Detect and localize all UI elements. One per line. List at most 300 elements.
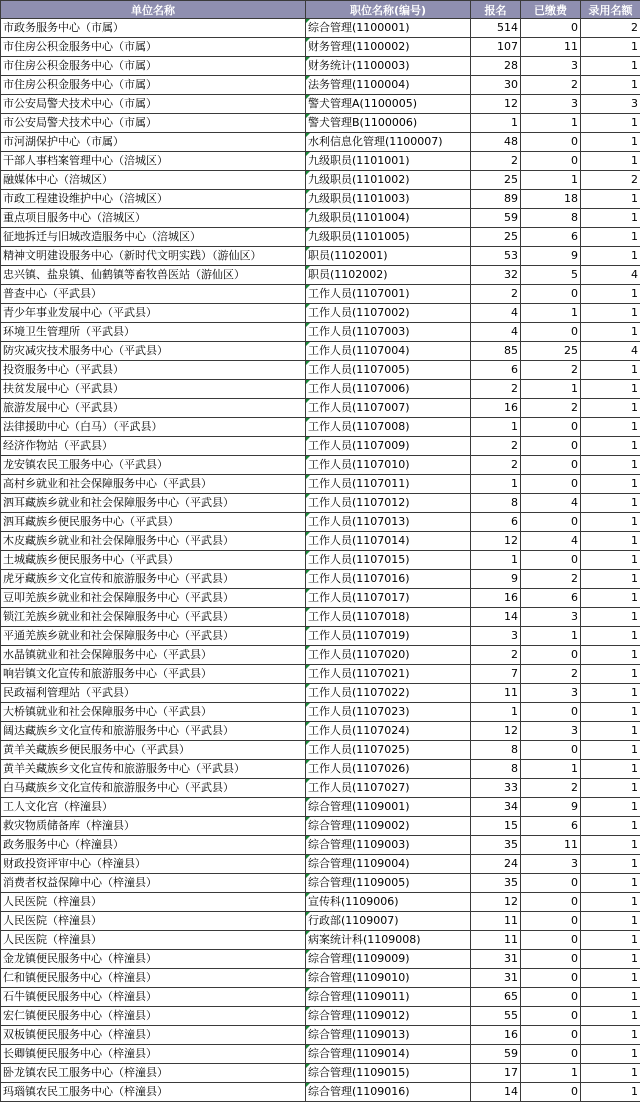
paid-cell[interactable]: 11 (521, 38, 581, 57)
paid-cell[interactable]: 2 (521, 570, 581, 589)
table-row[interactable] (1, 399, 640, 418)
unit-name-cell[interactable]: 高村乡就业和社会保障服务中心（平武县） (1, 475, 306, 494)
paid-cell[interactable]: 6 (521, 589, 581, 608)
paid-cell[interactable]: 0 (521, 152, 581, 171)
quota-cell[interactable]: 1 (581, 950, 640, 969)
unit-name-cell[interactable]: 市公安局警犬技术中心（市属） (1, 95, 306, 114)
paid-cell[interactable]: 6 (521, 228, 581, 247)
table-row[interactable] (1, 323, 640, 342)
applicants-cell[interactable]: 28 (471, 57, 521, 76)
quota-cell[interactable]: 1 (581, 456, 640, 475)
position-cell[interactable]: 职员(1102001) (306, 247, 471, 266)
table-row[interactable] (1, 494, 640, 513)
paid-cell[interactable]: 0 (521, 741, 581, 760)
paid-cell[interactable]: 3 (521, 684, 581, 703)
applicants-cell[interactable]: 1 (471, 418, 521, 437)
quota-cell[interactable]: 1 (581, 76, 640, 95)
applicants-cell[interactable]: 53 (471, 247, 521, 266)
unit-name-cell[interactable]: 锁江羌族乡就业和社会保障服务中心（平武县） (1, 608, 306, 627)
position-cell[interactable]: 九级职员(1101004) (306, 209, 471, 228)
paid-cell[interactable]: 25 (521, 342, 581, 361)
quota-cell[interactable]: 1 (581, 779, 640, 798)
table-row[interactable] (1, 931, 640, 950)
position-cell[interactable]: 综合管理(1109013) (306, 1026, 471, 1045)
paid-cell[interactable]: 2 (521, 361, 581, 380)
table-row[interactable] (1, 114, 640, 133)
header-quota[interactable]: 录用名额 (581, 1, 640, 19)
applicants-cell[interactable]: 8 (471, 760, 521, 779)
applicants-cell[interactable]: 55 (471, 1007, 521, 1026)
table-row[interactable] (1, 190, 640, 209)
unit-name-cell[interactable]: 扶贫发展中心（平武县） (1, 380, 306, 399)
unit-name-cell[interactable]: 黄羊关藏族乡便民服务中心（平武县） (1, 741, 306, 760)
paid-cell[interactable]: 2 (521, 76, 581, 95)
unit-name-cell[interactable]: 忠兴镇、盐泉镇、仙鹤镇等畜牧兽医站（游仙区） (1, 266, 306, 285)
quota-cell[interactable]: 2 (581, 19, 640, 38)
unit-name-cell[interactable]: 市住房公积金服务中心（市属） (1, 57, 306, 76)
position-cell[interactable]: 职员(1102002) (306, 266, 471, 285)
header-position-name[interactable]: 职位名称(编号) (306, 1, 471, 19)
paid-cell[interactable]: 3 (521, 95, 581, 114)
quota-cell[interactable]: 1 (581, 1007, 640, 1026)
table-row[interactable] (1, 1083, 640, 1102)
table-row[interactable] (1, 285, 640, 304)
quota-cell[interactable]: 1 (581, 57, 640, 76)
applicants-cell[interactable]: 14 (471, 1083, 521, 1102)
table-row[interactable] (1, 513, 640, 532)
unit-name-cell[interactable]: 财政投资评审中心（梓潼县） (1, 855, 306, 874)
position-cell[interactable]: 工作人员(1107005) (306, 361, 471, 380)
position-cell[interactable]: 财务管理(1100002) (306, 38, 471, 57)
table-row[interactable] (1, 551, 640, 570)
position-cell[interactable]: 综合管理(1109005) (306, 874, 471, 893)
unit-name-cell[interactable]: 市政工程建设维护中心（涪城区） (1, 190, 306, 209)
position-cell[interactable]: 工作人员(1107016) (306, 570, 471, 589)
table-row[interactable] (1, 38, 640, 57)
unit-name-cell[interactable]: 泗耳藏族乡便民服务中心（平武县） (1, 513, 306, 532)
table-row[interactable] (1, 988, 640, 1007)
applicants-cell[interactable]: 8 (471, 741, 521, 760)
position-cell[interactable]: 综合管理(1100001) (306, 19, 471, 38)
applicants-cell[interactable]: 16 (471, 1026, 521, 1045)
unit-name-cell[interactable]: 法律援助中心（白马）（平武县） (1, 418, 306, 437)
applicants-cell[interactable]: 7 (471, 665, 521, 684)
unit-name-cell[interactable]: 玛瑙镇农民工服务中心（梓潼县） (1, 1083, 306, 1102)
position-cell[interactable]: 工作人员(1107021) (306, 665, 471, 684)
quota-cell[interactable]: 1 (581, 703, 640, 722)
paid-cell[interactable]: 0 (521, 988, 581, 1007)
paid-cell[interactable]: 1 (521, 1064, 581, 1083)
position-cell[interactable]: 工作人员(1107010) (306, 456, 471, 475)
quota-cell[interactable]: 1 (581, 969, 640, 988)
position-cell[interactable]: 工作人员(1107003) (306, 323, 471, 342)
position-cell[interactable]: 综合管理(1109003) (306, 836, 471, 855)
applicants-cell[interactable]: 48 (471, 133, 521, 152)
applicants-cell[interactable]: 11 (471, 684, 521, 703)
quota-cell[interactable]: 3 (581, 95, 640, 114)
paid-cell[interactable]: 4 (521, 532, 581, 551)
paid-cell[interactable]: 2 (521, 665, 581, 684)
quota-cell[interactable]: 1 (581, 988, 640, 1007)
unit-name-cell[interactable]: 投资服务中心（平武县） (1, 361, 306, 380)
position-cell[interactable]: 综合管理(1109011) (306, 988, 471, 1007)
paid-cell[interactable]: 3 (521, 608, 581, 627)
table-row[interactable] (1, 760, 640, 779)
applicants-cell[interactable]: 107 (471, 38, 521, 57)
position-cell[interactable]: 工作人员(1107008) (306, 418, 471, 437)
paid-cell[interactable]: 9 (521, 247, 581, 266)
applicants-cell[interactable]: 33 (471, 779, 521, 798)
table-row[interactable] (1, 665, 640, 684)
table-row[interactable] (1, 380, 640, 399)
unit-name-cell[interactable]: 大桥镇就业和社会保障服务中心（平武县） (1, 703, 306, 722)
table-row[interactable] (1, 437, 640, 456)
position-cell[interactable]: 警犬管理A(1100005) (306, 95, 471, 114)
applicants-cell[interactable]: 2 (471, 380, 521, 399)
applicants-cell[interactable]: 32 (471, 266, 521, 285)
unit-name-cell[interactable]: 环境卫生管理所（平武县） (1, 323, 306, 342)
applicants-cell[interactable]: 12 (471, 95, 521, 114)
table-row[interactable] (1, 969, 640, 988)
position-cell[interactable]: 综合管理(1109014) (306, 1045, 471, 1064)
unit-name-cell[interactable]: 干部人事档案管理中心（涪城区） (1, 152, 306, 171)
unit-name-cell[interactable]: 金龙镇便民服务中心（梓潼县） (1, 950, 306, 969)
quota-cell[interactable]: 1 (581, 665, 640, 684)
quota-cell[interactable]: 1 (581, 228, 640, 247)
applicants-cell[interactable]: 1 (471, 703, 521, 722)
table-row[interactable] (1, 1007, 640, 1026)
position-cell[interactable]: 法务管理(1100004) (306, 76, 471, 95)
paid-cell[interactable]: 0 (521, 969, 581, 988)
paid-cell[interactable]: 4 (521, 494, 581, 513)
table-row[interactable] (1, 570, 640, 589)
table-row[interactable] (1, 361, 640, 380)
position-cell[interactable]: 工作人员(1107013) (306, 513, 471, 532)
paid-cell[interactable]: 0 (521, 133, 581, 152)
applicants-cell[interactable]: 12 (471, 532, 521, 551)
quota-cell[interactable]: 1 (581, 608, 640, 627)
paid-cell[interactable]: 0 (521, 703, 581, 722)
table-row[interactable] (1, 342, 640, 361)
unit-name-cell[interactable]: 土城藏族乡便民服务中心（平武县） (1, 551, 306, 570)
paid-cell[interactable]: 0 (521, 475, 581, 494)
applicants-cell[interactable]: 11 (471, 931, 521, 950)
unit-name-cell[interactable]: 重点项目服务中心（涪城区） (1, 209, 306, 228)
unit-name-cell[interactable]: 防灾减灾技术服务中心（平武县） (1, 342, 306, 361)
position-cell[interactable]: 工作人员(1107025) (306, 741, 471, 760)
applicants-cell[interactable]: 1 (471, 551, 521, 570)
unit-name-cell[interactable]: 人民医院（梓潼县） (1, 893, 306, 912)
quota-cell[interactable]: 1 (581, 722, 640, 741)
applicants-cell[interactable]: 25 (471, 171, 521, 190)
table-row[interactable] (1, 741, 640, 760)
applicants-cell[interactable]: 35 (471, 874, 521, 893)
unit-name-cell[interactable]: 长卿镇便民服务中心（梓潼县） (1, 1045, 306, 1064)
quota-cell[interactable]: 1 (581, 684, 640, 703)
unit-name-cell[interactable]: 木皮藏族乡就业和社会保障服务中心（平武县） (1, 532, 306, 551)
quota-cell[interactable]: 1 (581, 646, 640, 665)
position-cell[interactable]: 工作人员(1107006) (306, 380, 471, 399)
unit-name-cell[interactable]: 工人文化宫（梓潼县） (1, 798, 306, 817)
applicants-cell[interactable]: 14 (471, 608, 521, 627)
applicants-cell[interactable]: 8 (471, 494, 521, 513)
position-cell[interactable]: 综合管理(1109012) (306, 1007, 471, 1026)
quota-cell[interactable]: 1 (581, 741, 640, 760)
applicants-cell[interactable]: 25 (471, 228, 521, 247)
table-row[interactable] (1, 703, 640, 722)
table-row[interactable] (1, 893, 640, 912)
position-cell[interactable]: 综合管理(1109010) (306, 969, 471, 988)
quota-cell[interactable]: 1 (581, 399, 640, 418)
quota-cell[interactable]: 1 (581, 912, 640, 931)
table-row[interactable] (1, 95, 640, 114)
position-cell[interactable]: 工作人员(1107026) (306, 760, 471, 779)
position-cell[interactable]: 工作人员(1107023) (306, 703, 471, 722)
paid-cell[interactable]: 1 (521, 304, 581, 323)
paid-cell[interactable]: 2 (521, 399, 581, 418)
unit-name-cell[interactable]: 平通羌族乡就业和社会保障服务中心（平武县） (1, 627, 306, 646)
position-cell[interactable]: 工作人员(1107020) (306, 646, 471, 665)
quota-cell[interactable]: 1 (581, 152, 640, 171)
unit-name-cell[interactable]: 宏仁镇便民服务中心（梓潼县） (1, 1007, 306, 1026)
unit-name-cell[interactable]: 市住房公积金服务中心（市属） (1, 38, 306, 57)
paid-cell[interactable]: 2 (521, 779, 581, 798)
position-cell[interactable]: 九级职员(1101001) (306, 152, 471, 171)
applicants-cell[interactable]: 2 (471, 437, 521, 456)
applicants-cell[interactable]: 6 (471, 513, 521, 532)
table-row[interactable] (1, 836, 640, 855)
quota-cell[interactable]: 1 (581, 380, 640, 399)
applicants-cell[interactable]: 2 (471, 646, 521, 665)
unit-name-cell[interactable]: 阔达藏族乡文化宣传和旅游服务中心（平武县） (1, 722, 306, 741)
position-cell[interactable]: 工作人员(1107027) (306, 779, 471, 798)
quota-cell[interactable]: 1 (581, 874, 640, 893)
table-row[interactable] (1, 1064, 640, 1083)
position-cell[interactable]: 综合管理(1109015) (306, 1064, 471, 1083)
table-row[interactable] (1, 1045, 640, 1064)
quota-cell[interactable]: 1 (581, 418, 640, 437)
paid-cell[interactable]: 0 (521, 551, 581, 570)
position-cell[interactable]: 工作人员(1107001) (306, 285, 471, 304)
table-row[interactable] (1, 19, 640, 38)
quota-cell[interactable]: 1 (581, 133, 640, 152)
applicants-cell[interactable]: 85 (471, 342, 521, 361)
quota-cell[interactable]: 1 (581, 1083, 640, 1102)
table-row[interactable] (1, 912, 640, 931)
unit-name-cell[interactable]: 政务服务中心（梓潼县） (1, 836, 306, 855)
position-cell[interactable]: 工作人员(1107009) (306, 437, 471, 456)
position-cell[interactable]: 工作人员(1107019) (306, 627, 471, 646)
quota-cell[interactable]: 1 (581, 798, 640, 817)
quota-cell[interactable]: 1 (581, 494, 640, 513)
unit-name-cell[interactable]: 市政务服务中心（市属） (1, 19, 306, 38)
table-row[interactable] (1, 418, 640, 437)
applicants-cell[interactable]: 30 (471, 76, 521, 95)
unit-name-cell[interactable]: 征地拆迁与旧城改造服务中心（涪城区） (1, 228, 306, 247)
table-row[interactable] (1, 608, 640, 627)
quota-cell[interactable]: 1 (581, 836, 640, 855)
unit-name-cell[interactable]: 仁和镇便民服务中心（梓潼县） (1, 969, 306, 988)
table-row[interactable] (1, 304, 640, 323)
paid-cell[interactable]: 1 (521, 760, 581, 779)
table-row[interactable] (1, 152, 640, 171)
header-paid[interactable]: 已缴费 (521, 1, 581, 19)
quota-cell[interactable]: 1 (581, 114, 640, 133)
applicants-cell[interactable]: 24 (471, 855, 521, 874)
table-row[interactable] (1, 266, 640, 285)
applicants-cell[interactable]: 12 (471, 893, 521, 912)
unit-name-cell[interactable]: 旅游发展中心（平武县） (1, 399, 306, 418)
unit-name-cell[interactable]: 精神文明建设服务中心（新时代文明实践）（游仙区） (1, 247, 306, 266)
table-row[interactable] (1, 589, 640, 608)
paid-cell[interactable]: 1 (521, 171, 581, 190)
applicants-cell[interactable]: 16 (471, 589, 521, 608)
position-cell[interactable]: 工作人员(1107022) (306, 684, 471, 703)
position-cell[interactable]: 警犬管理B(1100006) (306, 114, 471, 133)
paid-cell[interactable]: 0 (521, 950, 581, 969)
paid-cell[interactable]: 3 (521, 722, 581, 741)
position-cell[interactable]: 宣传科(1109006) (306, 893, 471, 912)
table-row[interactable] (1, 76, 640, 95)
quota-cell[interactable]: 1 (581, 893, 640, 912)
unit-name-cell[interactable]: 市住房公积金服务中心（市属） (1, 76, 306, 95)
position-cell[interactable]: 病案统计科(1109008) (306, 931, 471, 950)
table-row[interactable] (1, 646, 640, 665)
quota-cell[interactable]: 1 (581, 589, 640, 608)
applicants-cell[interactable]: 34 (471, 798, 521, 817)
paid-cell[interactable]: 0 (521, 912, 581, 931)
unit-name-cell[interactable]: 经济作物站（平武县） (1, 437, 306, 456)
applicants-cell[interactable]: 35 (471, 836, 521, 855)
applicants-cell[interactable]: 514 (471, 19, 521, 38)
position-cell[interactable]: 工作人员(1107018) (306, 608, 471, 627)
paid-cell[interactable]: 5 (521, 266, 581, 285)
quota-cell[interactable]: 1 (581, 247, 640, 266)
table-row[interactable] (1, 950, 640, 969)
paid-cell[interactable]: 3 (521, 855, 581, 874)
table-row[interactable] (1, 722, 640, 741)
quota-cell[interactable]: 1 (581, 532, 640, 551)
position-cell[interactable]: 工作人员(1107002) (306, 304, 471, 323)
paid-cell[interactable]: 3 (521, 57, 581, 76)
unit-name-cell[interactable]: 豆叩羌族乡就业和社会保障服务中心（平武县） (1, 589, 306, 608)
quota-cell[interactable]: 1 (581, 475, 640, 494)
quota-cell[interactable]: 1 (581, 304, 640, 323)
unit-name-cell[interactable]: 龙安镇农民工服务中心（平武县） (1, 456, 306, 475)
paid-cell[interactable]: 0 (521, 646, 581, 665)
table-row[interactable] (1, 684, 640, 703)
unit-name-cell[interactable]: 救灾物质储备库（梓潼县） (1, 817, 306, 836)
table-row[interactable] (1, 798, 640, 817)
position-cell[interactable]: 工作人员(1107012) (306, 494, 471, 513)
quota-cell[interactable]: 4 (581, 342, 640, 361)
quota-cell[interactable]: 1 (581, 513, 640, 532)
quota-cell[interactable]: 1 (581, 760, 640, 779)
paid-cell[interactable]: 0 (521, 1026, 581, 1045)
applicants-cell[interactable]: 2 (471, 152, 521, 171)
unit-name-cell[interactable]: 双板镇便民服务中心（梓潼县） (1, 1026, 306, 1045)
unit-name-cell[interactable]: 水晶镇就业和社会保障服务中心（平武县） (1, 646, 306, 665)
unit-name-cell[interactable]: 普查中心（平武县） (1, 285, 306, 304)
unit-name-cell[interactable]: 人民医院（梓潼县） (1, 912, 306, 931)
quota-cell[interactable]: 1 (581, 817, 640, 836)
position-cell[interactable]: 财务统计(1100003) (306, 57, 471, 76)
paid-cell[interactable]: 0 (521, 19, 581, 38)
position-cell[interactable]: 行政部(1109007) (306, 912, 471, 931)
quota-cell[interactable]: 1 (581, 1045, 640, 1064)
table-row[interactable] (1, 171, 640, 190)
table-row[interactable] (1, 779, 640, 798)
applicants-cell[interactable]: 1 (471, 114, 521, 133)
applicants-cell[interactable]: 65 (471, 988, 521, 1007)
paid-cell[interactable]: 0 (521, 285, 581, 304)
position-cell[interactable]: 工作人员(1107014) (306, 532, 471, 551)
paid-cell[interactable]: 0 (521, 513, 581, 532)
header-applicants[interactable]: 报名 (471, 1, 521, 19)
unit-name-cell[interactable]: 人民医院（梓潼县） (1, 931, 306, 950)
quota-cell[interactable]: 2 (581, 171, 640, 190)
unit-name-cell[interactable]: 市公安局警犬技术中心（市属） (1, 114, 306, 133)
quota-cell[interactable]: 1 (581, 361, 640, 380)
applicants-cell[interactable]: 2 (471, 285, 521, 304)
applicants-cell[interactable]: 1 (471, 475, 521, 494)
paid-cell[interactable]: 1 (521, 380, 581, 399)
paid-cell[interactable]: 0 (521, 323, 581, 342)
quota-cell[interactable]: 1 (581, 931, 640, 950)
quota-cell[interactable]: 1 (581, 627, 640, 646)
applicants-cell[interactable]: 89 (471, 190, 521, 209)
applicants-cell[interactable]: 17 (471, 1064, 521, 1083)
paid-cell[interactable]: 0 (521, 874, 581, 893)
quota-cell[interactable]: 1 (581, 1064, 640, 1083)
paid-cell[interactable]: 1 (521, 114, 581, 133)
applicants-cell[interactable]: 16 (471, 399, 521, 418)
unit-name-cell[interactable]: 市河湖保护中心（市属） (1, 133, 306, 152)
paid-cell[interactable]: 11 (521, 836, 581, 855)
quota-cell[interactable]: 1 (581, 855, 640, 874)
paid-cell[interactable]: 0 (521, 1007, 581, 1026)
table-row[interactable] (1, 627, 640, 646)
table-row[interactable] (1, 532, 640, 551)
applicants-cell[interactable]: 6 (471, 361, 521, 380)
applicants-cell[interactable]: 3 (471, 627, 521, 646)
applicants-cell[interactable]: 31 (471, 950, 521, 969)
applicants-cell[interactable]: 2 (471, 456, 521, 475)
paid-cell[interactable]: 8 (521, 209, 581, 228)
paid-cell[interactable]: 0 (521, 893, 581, 912)
position-cell[interactable]: 工作人员(1107007) (306, 399, 471, 418)
unit-name-cell[interactable]: 响岩镇文化宣传和旅游服务中心（平武县） (1, 665, 306, 684)
position-cell[interactable]: 综合管理(1109001) (306, 798, 471, 817)
table-row[interactable] (1, 133, 640, 152)
table-row[interactable] (1, 57, 640, 76)
table-row[interactable] (1, 475, 640, 494)
quota-cell[interactable]: 1 (581, 437, 640, 456)
applicants-cell[interactable]: 4 (471, 323, 521, 342)
position-cell[interactable]: 综合管理(1109002) (306, 817, 471, 836)
unit-name-cell[interactable]: 虎牙藏族乡文化宣传和旅游服务中心（平武县） (1, 570, 306, 589)
position-cell[interactable]: 工作人员(1107015) (306, 551, 471, 570)
quota-cell[interactable]: 1 (581, 209, 640, 228)
applicants-cell[interactable]: 12 (471, 722, 521, 741)
quota-cell[interactable]: 1 (581, 38, 640, 57)
table-row[interactable] (1, 228, 640, 247)
quota-cell[interactable]: 1 (581, 570, 640, 589)
quota-cell[interactable]: 4 (581, 266, 640, 285)
position-cell[interactable]: 九级职员(1101003) (306, 190, 471, 209)
unit-name-cell[interactable]: 石牛镇便民服务中心（梓潼县） (1, 988, 306, 1007)
applicants-cell[interactable]: 59 (471, 209, 521, 228)
